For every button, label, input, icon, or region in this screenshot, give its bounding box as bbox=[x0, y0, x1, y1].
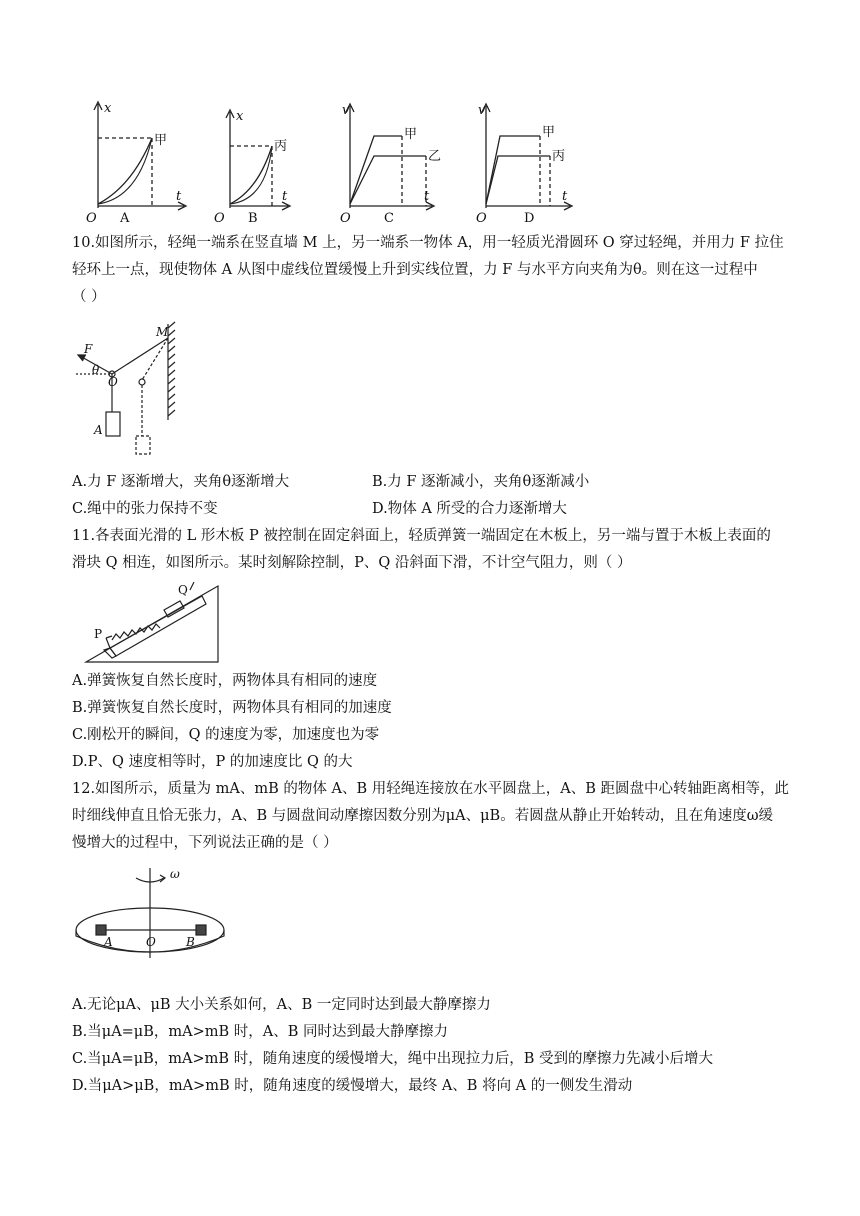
q10-figure bbox=[72, 316, 192, 456]
graph-a-y-axis-label: x bbox=[104, 101, 112, 116]
graph-c-option: C bbox=[384, 211, 394, 224]
q12-option-a: A.无论μA、μB 大小关系如何，A、B 一定同时达到最大静摩擦力 bbox=[72, 997, 491, 1013]
q12-figure bbox=[72, 864, 232, 974]
q11-stem-line-2: 滑块 Q 相连，如图所示。某时刻解除控制，P、Q 沿斜面下滑，不计空气阻力，则（ ） bbox=[72, 555, 632, 571]
q10-option-d: D.物体 A 所受的合力逐渐增大 bbox=[372, 501, 567, 517]
graph-b-option: B bbox=[248, 211, 258, 224]
graph-a-curve-label: 甲 bbox=[154, 133, 168, 148]
q10-option-b: B.力 F 逐渐减小，夹角θ逐渐减小 bbox=[372, 474, 590, 490]
graph-d-origin: O bbox=[476, 211, 487, 224]
graph-c-curve-label-2: 乙 bbox=[428, 149, 442, 164]
q10-option-c: C.绳中的张力保持不变 bbox=[72, 501, 218, 517]
graph-d-t-label: t bbox=[562, 189, 568, 204]
graph-c-origin: O bbox=[340, 211, 351, 224]
q12-option-d: D.当μA>μB，mA>mB 时，随角速度的缓慢增大，最终 A、B 将向 A 的一侧发生滑动 bbox=[72, 1078, 633, 1094]
q11-option-d: D.P、Q 速度相等时，P 的加速度比 Q 的大 bbox=[72, 754, 353, 770]
q10-stem-line-1: 10.如图所示，轻绳一端系在竖直墙 M 上，另一端系一物体 A，用一轻质光滑圆环 O 穿过轻绳，并用力 F 拉住 bbox=[72, 235, 784, 251]
graph-d-curve-label-2: 丙 bbox=[552, 149, 566, 164]
q12-fig-label-o: O bbox=[146, 935, 156, 949]
q12-stem-line-2: 时细线伸直且恰无张力，A、B 与圆盘间动摩擦因数分别为μA、μB。若圆盘从静止开始转动，且在角速度ω缓 bbox=[72, 808, 774, 824]
graph-d-y-axis-label: v bbox=[478, 103, 486, 118]
q10-fig-label-f: F bbox=[84, 342, 93, 356]
q10-fig-label-m: M bbox=[156, 325, 169, 339]
motion-graphs-figure bbox=[80, 98, 580, 224]
q10-fig-label-o: O bbox=[108, 375, 118, 389]
graph-a-origin: O bbox=[86, 211, 97, 224]
q12-option-b: B.当μA=μB，mA>mB 时，A、B 同时达到最大静摩擦力 bbox=[72, 1024, 449, 1040]
graph-c-curve-label-1: 甲 bbox=[404, 127, 418, 142]
graph-c-t-label: t bbox=[424, 189, 430, 204]
graph-a-t-label: t bbox=[176, 189, 182, 204]
q10-fig-label-a: A bbox=[94, 423, 103, 437]
q12-stem-line-3: 慢增大的过程中，下列说法正确的是（ ） bbox=[72, 835, 338, 851]
q12-option-c: C.当μA=μB，mA>mB 时，随角速度的缓慢增大，绳中出现拉力后，B 受到的摩擦力先减小后增大 bbox=[72, 1051, 713, 1067]
q11-fig-label-p: P bbox=[94, 627, 103, 641]
graph-a-option: A bbox=[120, 211, 130, 224]
graph-c-y-axis-label: v bbox=[342, 103, 350, 118]
q10-stem-line-2: 轻环上一点，现使物体 A 从图中虚线位置缓慢上升到实线位置，力 F 与水平方向夹角为θ。则在这一过程中 bbox=[72, 262, 758, 278]
graph-b-origin: O bbox=[214, 211, 225, 224]
graph-d-curve-label-1: 甲 bbox=[542, 125, 556, 140]
q11-figure bbox=[84, 576, 224, 666]
q10-fig-label-theta: θ bbox=[92, 363, 100, 377]
q11-option-c: C.刚松开的瞬间，Q 的速度为零，加速度也为零 bbox=[72, 727, 380, 743]
q12-fig-label-b: B bbox=[186, 935, 195, 949]
q10-option-a: A.力 F 逐渐增大，夹角θ逐渐增大 bbox=[72, 474, 290, 490]
graph-b-y-axis-label: x bbox=[236, 109, 244, 124]
q11-option-b: B.弹簧恢复自然长度时，两物体具有相同的加速度 bbox=[72, 700, 392, 716]
q12-fig-label-a: A bbox=[104, 935, 113, 949]
graph-b-curve-label: 丙 bbox=[274, 139, 288, 154]
q11-stem-line-1: 11.各表面光滑的 L 形木板 P 被控制在固定斜面上，轻质弹簧一端固定在木板上，另一端与置于木板上表面的 bbox=[72, 528, 771, 544]
q11-option-a: A.弹簧恢复自然长度时，两物体具有相同的速度 bbox=[72, 673, 378, 689]
graph-b-t-label: t bbox=[282, 189, 288, 204]
q11-fig-label-q: Q bbox=[178, 583, 188, 597]
graph-d-option: D bbox=[524, 211, 535, 224]
q12-fig-label-omega: ω bbox=[170, 867, 180, 881]
q10-stem-line-3: （ ） bbox=[72, 289, 106, 305]
q12-stem-line-1: 12.如图所示，质量为 mA、mB 的物体 A、B 用轻绳连接放在水平圆盘上，A、B 距圆盘中心转轴距离相等，此 bbox=[72, 781, 789, 797]
